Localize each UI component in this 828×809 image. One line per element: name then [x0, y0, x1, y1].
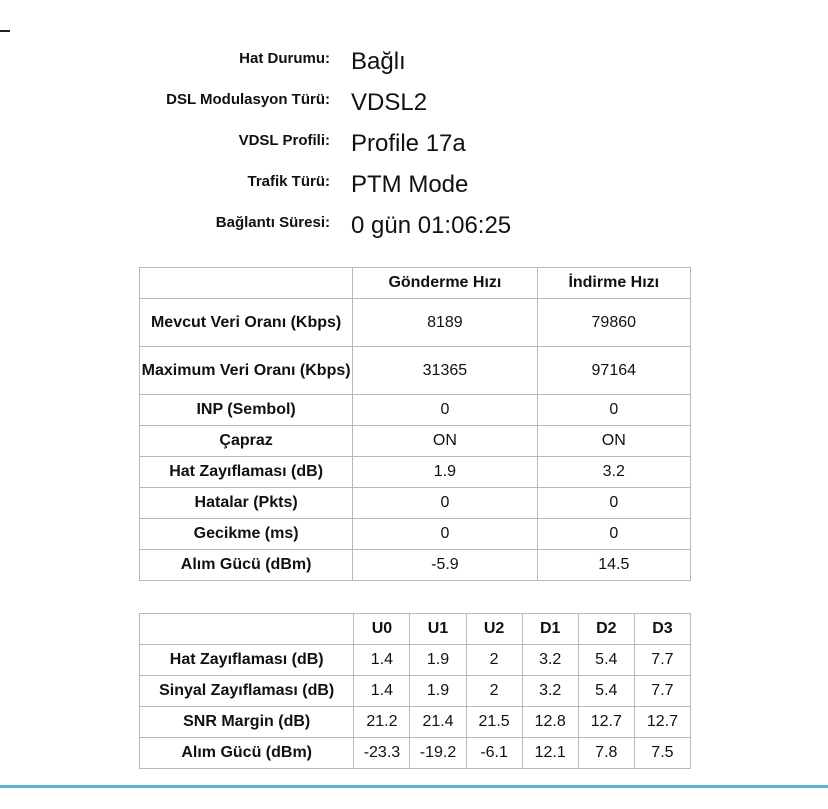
table-row [140, 488, 691, 519]
table-row [140, 347, 691, 395]
status-value: Profile 17a [351, 130, 466, 157]
download-value: 14.5 [537, 550, 690, 581]
band-value: 1.4 [354, 676, 410, 707]
row-label: INP (Sembol) [140, 395, 353, 426]
band-value: 2 [466, 676, 522, 707]
band-value: 5.4 [578, 676, 634, 707]
rate-table [139, 267, 691, 581]
table-row [140, 550, 691, 581]
upload-value: 0 [353, 395, 537, 426]
table-row [140, 426, 691, 457]
status-label: Trafik Türü: [247, 173, 330, 190]
band-value: 1.4 [354, 645, 410, 676]
band-value: 1.9 [410, 676, 466, 707]
table-row [140, 738, 691, 769]
band-value: 12.7 [634, 707, 690, 738]
header-cell-upload: Gönderme Hızı [353, 268, 537, 299]
table-row [140, 519, 691, 550]
upload-value: 0 [353, 488, 537, 519]
status-row-line-state [0, 44, 828, 85]
header-cell-d3: D3 [634, 614, 690, 645]
band-value: 12.7 [578, 707, 634, 738]
table-header-row [140, 268, 691, 299]
band-value: -23.3 [354, 738, 410, 769]
header-cell [140, 268, 353, 299]
band-value: 21.4 [410, 707, 466, 738]
header-cell [140, 614, 354, 645]
status-label: DSL Modulasyon Türü: [166, 91, 330, 108]
status-row-modulation [0, 85, 828, 126]
header-cell-u0: U0 [354, 614, 410, 645]
band-value: 21.2 [354, 707, 410, 738]
band-value: 5.4 [578, 645, 634, 676]
download-value: 97164 [537, 347, 690, 395]
status-row-uptime [0, 208, 828, 249]
upload-value: -5.9 [353, 550, 537, 581]
row-label: Alım Gücü (dBm) [140, 738, 354, 769]
row-label: Gecikme (ms) [140, 519, 353, 550]
upload-value: 1.9 [353, 457, 537, 488]
band-value: 3.2 [522, 645, 578, 676]
row-label: Çapraz [140, 426, 353, 457]
header-cell-download: İndirme Hızı [537, 268, 690, 299]
status-row-profile [0, 126, 828, 167]
row-label: Maximum Veri Oranı (Kbps) [140, 347, 353, 395]
band-value: 1.9 [410, 645, 466, 676]
status-label: Bağlantı Süresi: [215, 214, 330, 231]
header-cell-d1: D1 [522, 614, 578, 645]
table-row [140, 676, 691, 707]
status-row-traffic-type [0, 167, 828, 208]
line-status-summary [0, 44, 828, 249]
header-cell-u2: U2 [466, 614, 522, 645]
download-value: 3.2 [537, 457, 690, 488]
row-label: SNR Margin (dB) [140, 707, 354, 738]
band-value: 7.7 [634, 676, 690, 707]
band-value: 12.1 [522, 738, 578, 769]
table-header-row [140, 614, 691, 645]
footer-divider [0, 785, 828, 788]
upload-value: 0 [353, 519, 537, 550]
status-value: Bağlı [351, 48, 406, 75]
row-label: Mevcut Veri Oranı (Kbps) [140, 299, 353, 347]
download-value: ON [537, 426, 690, 457]
table-row [140, 395, 691, 426]
row-label: Alım Gücü (dBm) [140, 550, 353, 581]
upload-value: ON [353, 426, 537, 457]
band-table [139, 613, 691, 769]
download-value: 0 [537, 488, 690, 519]
status-value: PTM Mode [351, 171, 469, 198]
band-value: 7.5 [634, 738, 690, 769]
upload-value: 8189 [353, 299, 537, 347]
table-row [140, 645, 691, 676]
band-value: 21.5 [466, 707, 522, 738]
table-row [140, 299, 691, 347]
band-value: -6.1 [466, 738, 522, 769]
band-value: 2 [466, 645, 522, 676]
status-value: VDSL2 [351, 89, 428, 116]
status-label: VDSL Profili: [238, 132, 330, 149]
header-cell-u1: U1 [410, 614, 466, 645]
band-value: -19.2 [410, 738, 466, 769]
band-value: 12.8 [522, 707, 578, 738]
download-value: 0 [537, 519, 690, 550]
download-value: 0 [537, 395, 690, 426]
table-row [140, 707, 691, 738]
row-label: Hat Zayıflaması (dB) [140, 457, 353, 488]
download-value: 79860 [537, 299, 690, 347]
band-value: 3.2 [522, 676, 578, 707]
status-value: 0 gün 01:06:25 [351, 212, 512, 239]
row-label: Hat Zayıflaması (dB) [140, 645, 354, 676]
table-row [140, 457, 691, 488]
row-label: Sinyal Zayıflaması (dB) [140, 676, 354, 707]
band-value: 7.8 [578, 738, 634, 769]
menu-dash-mark [0, 30, 10, 32]
row-label: Hatalar (Pkts) [140, 488, 353, 519]
status-label: Hat Durumu: [239, 50, 330, 67]
header-cell-d2: D2 [578, 614, 634, 645]
band-value: 7.7 [634, 645, 690, 676]
upload-value: 31365 [353, 347, 537, 395]
